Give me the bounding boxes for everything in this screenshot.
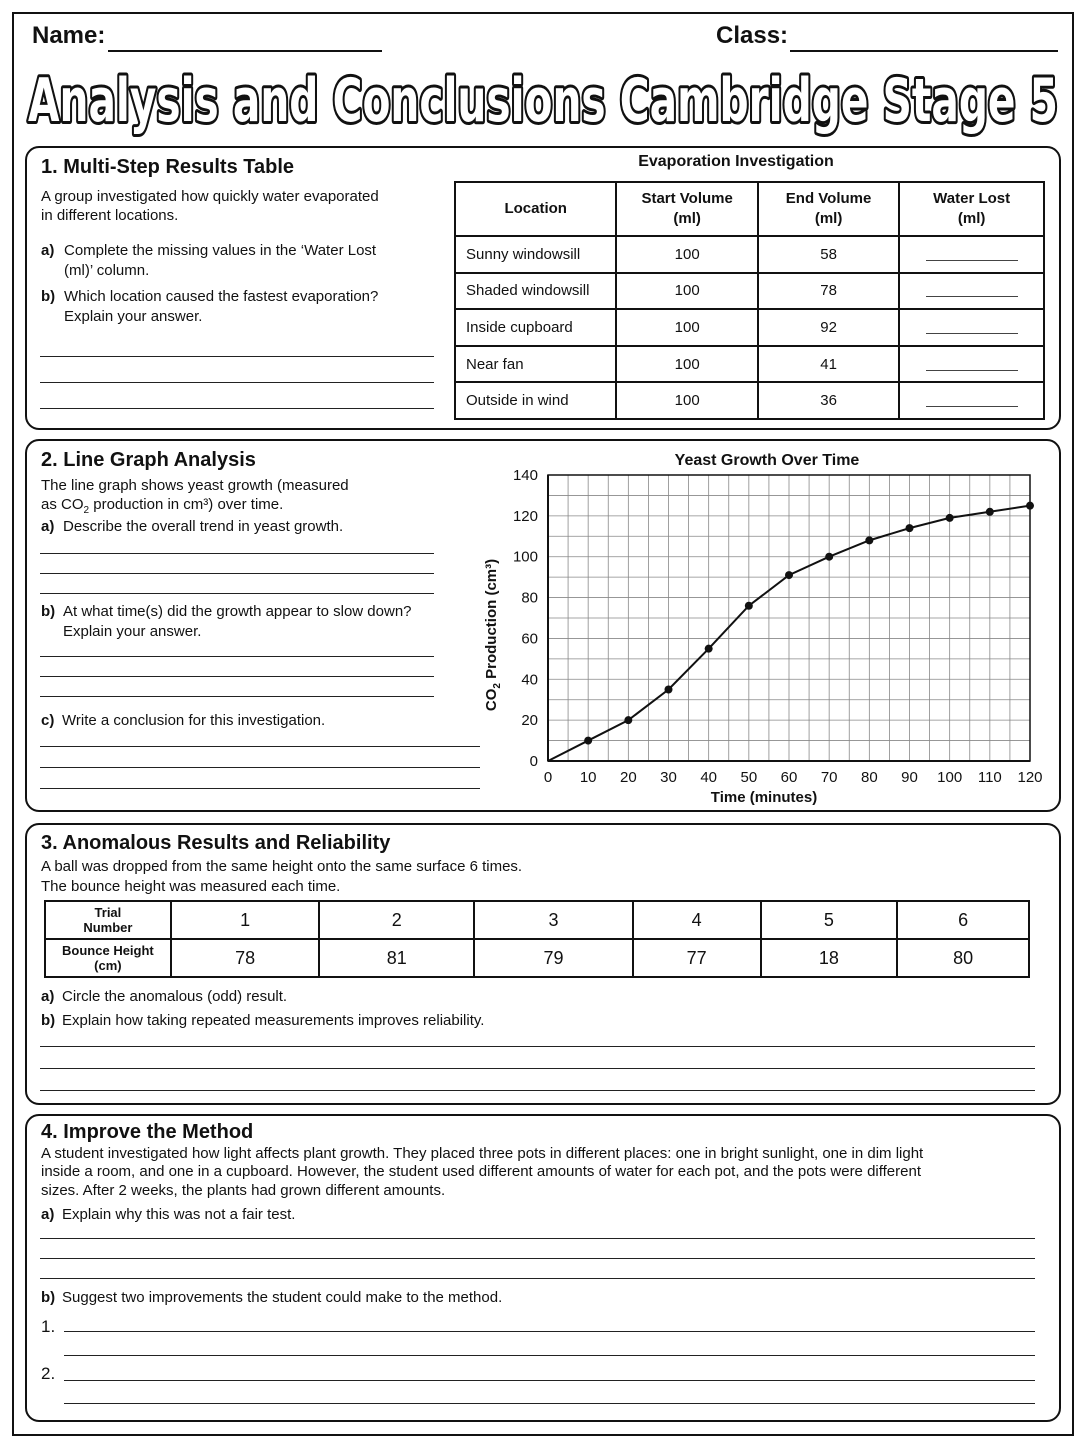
- answer-line-2b-3[interactable]: [40, 696, 434, 697]
- end-volume-cell: 92: [758, 309, 899, 346]
- answer-line-2c-3[interactable]: [40, 788, 480, 789]
- section3-title: 3. Anomalous Results and Reliability: [41, 832, 391, 854]
- y-tick-label: 60: [521, 630, 538, 648]
- y-tick-label: 80: [521, 589, 538, 607]
- data-point: [624, 716, 632, 724]
- x-tick-label: 100: [937, 769, 963, 786]
- x-tick-label: 90: [901, 769, 918, 786]
- section1-title: 1. Multi-Step Results Table: [41, 156, 294, 178]
- question-1a-line1: Complete the missing values in the ‘Water Lost: [64, 242, 377, 259]
- x-tick-label: 70: [820, 769, 838, 786]
- chart-title: Yeast Growth Over Time: [674, 452, 860, 469]
- name-label: Name:: [32, 22, 106, 49]
- section4-intro-line2: inside a room, and one in a cupboard. However, the student used different amounts of water for each pot, and the pots were different: [41, 1163, 921, 1180]
- worksheet-title: [0, 54, 1086, 146]
- question-2c-text: Write a conclusion for this investigation.: [62, 712, 326, 729]
- question-1b-line1: Which location caused the fastest evaporation?: [64, 288, 379, 305]
- answer-line-2a-1[interactable]: [40, 553, 434, 554]
- table-row: [455, 273, 1044, 310]
- question-2a-text: Describe the overall trend in yeast growth.: [63, 518, 344, 535]
- bounce-height-cell[interactable]: 79: [474, 939, 633, 977]
- x-tick-label: 40: [700, 769, 718, 786]
- bounce-height-cell[interactable]: 78: [171, 939, 320, 977]
- answer-line-1b-1[interactable]: [40, 356, 434, 357]
- question-2a-letter: a): [41, 518, 55, 535]
- question-3a-letter: a): [41, 988, 55, 1005]
- end-volume-cell: 78: [758, 273, 899, 310]
- question-4a-text: Explain why this was not a fair test.: [62, 1206, 296, 1223]
- water-lost-blank[interactable]: [899, 382, 1044, 419]
- end-volume-cell: 58: [758, 236, 899, 273]
- trial-cell: 2: [319, 901, 474, 939]
- data-point: [906, 524, 914, 532]
- yeast-growth-chart: [470, 445, 1050, 810]
- data-point: [785, 571, 793, 579]
- question-1b-letter: b): [41, 288, 56, 305]
- question-2b-letter: b): [41, 603, 56, 620]
- location-cell: Inside cupboard: [455, 309, 616, 346]
- section4-title: 4. Improve the Method: [41, 1121, 254, 1143]
- bounce-height-row: [45, 939, 1029, 977]
- header-location: Location: [455, 182, 616, 236]
- data-point: [584, 737, 592, 745]
- data-point: [946, 514, 954, 522]
- trial-cell: 1: [171, 901, 320, 939]
- data-point: [705, 645, 713, 653]
- section2-intro-line1: The line graph shows yeast growth (measured: [41, 477, 349, 494]
- table-row: [455, 309, 1044, 346]
- trial-cell: 6: [897, 901, 1029, 939]
- answer-line-4a-2[interactable]: [40, 1258, 1035, 1259]
- question-4b-text: Suggest two improvements the student could make to the method.: [62, 1289, 503, 1306]
- y-tick-label: 120: [512, 507, 538, 525]
- answer-line-2c-1[interactable]: [40, 746, 480, 747]
- x-tick-label: 50: [740, 769, 758, 786]
- bounce-height-cell[interactable]: 80: [897, 939, 1029, 977]
- water-lost-blank[interactable]: [899, 346, 1044, 383]
- section4-intro-line1: A student investigated how light affects plant growth. They placed three pots in different places: one in bright sunlight, one in dim light: [41, 1145, 924, 1162]
- evaporation-table-title: Evaporation Investigation: [638, 153, 834, 170]
- answer-line-2b-1[interactable]: [40, 656, 434, 657]
- data-point: [665, 686, 673, 694]
- answer-line-4b-2a[interactable]: [64, 1380, 1035, 1381]
- data-point: [1026, 502, 1034, 510]
- question-2c-letter: c): [41, 712, 55, 729]
- table-row: [455, 236, 1044, 273]
- answer-line-3b-1[interactable]: [40, 1046, 1035, 1047]
- end-volume-cell: 41: [758, 346, 899, 383]
- svg-text:Analysis and Conclusions Cambr: Analysis and Conclusions Cambridge Stage 5: [28, 66, 1058, 136]
- header-water-lost: Water Lost (ml): [899, 182, 1044, 236]
- table-header-row: [455, 182, 1044, 236]
- question-3b-text: Explain how taking repeated measurements improves reliability.: [62, 1012, 485, 1029]
- answer-line-1b-3[interactable]: [40, 408, 434, 409]
- trial-cell: 4: [633, 901, 761, 939]
- answer-line-2c-2[interactable]: [40, 767, 480, 768]
- bounce-height-label: Bounce Height (cm): [45, 939, 171, 977]
- section3-intro-line1: A ball was dropped from the same height onto the same surface 6 times.: [41, 858, 523, 875]
- x-tick-label: 110: [977, 769, 1002, 786]
- location-cell: Outside in wind: [455, 382, 616, 419]
- answer-line-3b-2[interactable]: [40, 1068, 1035, 1069]
- question-4a-letter: a): [41, 1206, 55, 1223]
- header-end-volume: End Volume (ml): [758, 182, 899, 236]
- section2-title: 2. Line Graph Analysis: [41, 449, 256, 471]
- x-tick-label: 0: [543, 769, 553, 786]
- water-lost-blank[interactable]: [899, 273, 1044, 310]
- data-point: [865, 536, 873, 544]
- question-1a-line2: (ml)’ column.: [64, 262, 150, 279]
- x-tick-label: 80: [860, 769, 878, 786]
- section1-intro-line1: A group investigated how quickly water evaporated: [41, 188, 379, 205]
- evaporation-table: [454, 181, 1045, 420]
- section2-intro-line2: as $CO_2$ production in cm³) over time.: [41, 496, 284, 516]
- answer-line-4b-2b[interactable]: [64, 1403, 1035, 1404]
- x-tick-label: 30: [660, 769, 677, 786]
- class-input-line[interactable]: [790, 50, 1058, 52]
- x-tick-label: 20: [619, 769, 637, 786]
- header-start-volume: Start Volume (ml): [616, 182, 757, 236]
- question-2b-line1: At what time(s) did the growth appear to slow down?: [63, 603, 412, 620]
- class-label: Class:: [716, 22, 789, 49]
- question-3b-letter: b): [41, 1012, 56, 1029]
- x-tick-label: 60: [780, 769, 798, 786]
- water-lost-blank[interactable]: [899, 309, 1044, 346]
- answer-line-4b-1b[interactable]: [64, 1355, 1035, 1356]
- question-2b-line2: Explain your answer.: [63, 623, 202, 640]
- x-axis-label: Time (minutes): [710, 789, 818, 806]
- section4-intro-line3: sizes. After 2 weeks, the plants had grown different amounts.: [41, 1182, 446, 1199]
- answer-line-2a-2[interactable]: [40, 573, 434, 574]
- section1-intro-line2: in different locations.: [41, 207, 179, 224]
- answer-line-4b-1a[interactable]: [64, 1331, 1035, 1332]
- trial-number-label: Trial Number: [45, 901, 171, 939]
- bounce-height-cell[interactable]: 77: [633, 939, 761, 977]
- trial-number-row: [45, 901, 1029, 939]
- y-axis-label: $CO_2$ Production (cm³): [483, 558, 503, 712]
- name-input-line[interactable]: [108, 50, 382, 52]
- answer-line-1b-2[interactable]: [40, 382, 434, 383]
- data-point: [986, 508, 994, 516]
- question-4b-letter: b): [41, 1289, 56, 1306]
- table-row: [455, 382, 1044, 419]
- start-volume-cell: 100: [616, 309, 757, 346]
- y-tick-label: 100: [512, 548, 538, 566]
- start-volume-cell: 100: [616, 273, 757, 310]
- question-1b-line2: Explain your answer.: [64, 308, 203, 325]
- start-volume-cell: 100: [616, 346, 757, 383]
- y-tick-label: 140: [512, 467, 538, 484]
- question-3a-text: Circle the anomalous (odd) result.: [62, 988, 288, 1005]
- x-tick-label: 10: [579, 769, 597, 786]
- table-row: [455, 346, 1044, 383]
- question-1a-letter: a): [41, 242, 55, 259]
- data-point: [825, 553, 833, 561]
- y-tick-label: 40: [521, 671, 538, 689]
- section3-intro-line2: The bounce height was measured each time.: [41, 878, 341, 895]
- improvement-number-2: 2.: [41, 1364, 56, 1383]
- water-lost-blank[interactable]: [899, 236, 1044, 273]
- bounce-height-table: [44, 900, 1030, 978]
- improvement-number-1: 1.: [41, 1317, 56, 1336]
- start-volume-cell: 100: [616, 236, 757, 273]
- x-tick-label: 120: [1017, 769, 1043, 786]
- answer-line-2b-2[interactable]: [40, 676, 434, 677]
- start-volume-cell: 100: [616, 382, 757, 419]
- trial-cell: 3: [474, 901, 633, 939]
- location-cell: Near fan: [455, 346, 616, 383]
- y-tick-label: 20: [521, 712, 538, 730]
- bounce-height-cell[interactable]: 81: [319, 939, 474, 977]
- answer-line-4a-3[interactable]: [40, 1278, 1035, 1279]
- answer-line-4a-1[interactable]: [40, 1238, 1035, 1239]
- y-tick-label: 0: [529, 753, 538, 770]
- answer-line-2a-3[interactable]: [40, 593, 434, 594]
- answer-line-3b-3[interactable]: [40, 1090, 1035, 1091]
- trial-cell: 5: [761, 901, 898, 939]
- data-point: [745, 602, 753, 610]
- location-cell: Sunny windowsill: [455, 236, 616, 273]
- end-volume-cell: 36: [758, 382, 899, 419]
- location-cell: Shaded windowsill: [455, 273, 616, 310]
- bounce-height-cell[interactable]: 18: [761, 939, 898, 977]
